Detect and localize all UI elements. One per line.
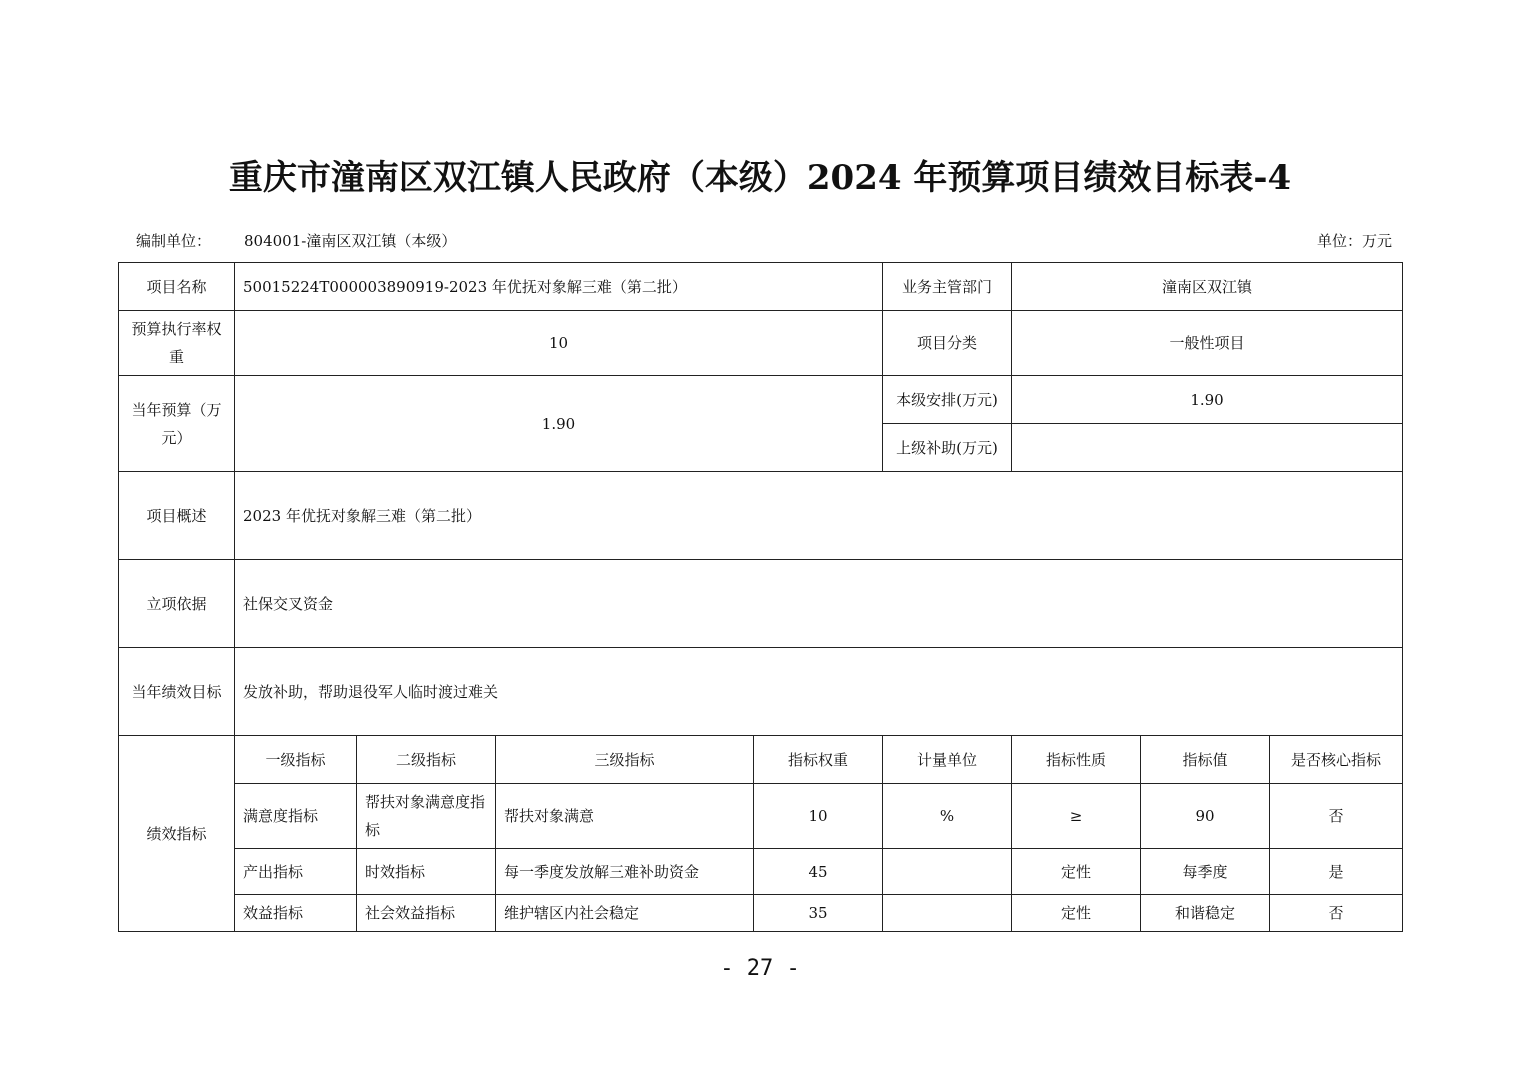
dept-value: 潼南区双江镇 xyxy=(1012,263,1403,311)
indicator-level1: 满意度指标 xyxy=(235,784,357,849)
page-title: 重庆市潼南区双江镇人民政府（本级）2024 年预算项目绩效目标表-4 xyxy=(228,158,1292,198)
indicator-unit: % xyxy=(883,784,1012,849)
indicators-label: 绩效指标 xyxy=(119,736,235,932)
basis-value: 社保交叉资金 xyxy=(235,560,1403,648)
row-budget-local xyxy=(119,376,1403,424)
indicator-unit xyxy=(883,849,1012,895)
header-level2: 二级指标 xyxy=(357,736,496,784)
indicator-level2: 时效指标 xyxy=(357,849,496,895)
table-row xyxy=(119,895,1403,932)
overview-value: 2023 年优抚对象解三难（第二批） xyxy=(235,472,1403,560)
indicator-nature: ≥ xyxy=(1012,784,1141,849)
row-project-name xyxy=(119,263,1403,311)
indicator-level2: 帮扶对象满意度指标 xyxy=(357,784,496,849)
row-basis xyxy=(119,560,1403,648)
budget-label: 当年预算（万元） xyxy=(119,376,235,472)
header-core: 是否核心指标 xyxy=(1270,736,1403,784)
superior-value xyxy=(1012,424,1403,472)
goal-value: 发放补助，帮助退役军人临时渡过难关 xyxy=(235,648,1403,736)
header-level3: 三级指标 xyxy=(496,736,754,784)
superior-label: 上级补助(万元) xyxy=(883,424,1012,472)
indicator-nature: 定性 xyxy=(1012,895,1141,932)
indicator-unit xyxy=(883,895,1012,932)
row-exec-rate xyxy=(119,311,1403,376)
category-label: 项目分类 xyxy=(883,311,1012,376)
indicator-level3: 帮扶对象满意 xyxy=(496,784,754,849)
budget-value: 1.90 xyxy=(235,376,883,472)
indicator-weight: 45 xyxy=(754,849,883,895)
indicator-weight: 10 xyxy=(754,784,883,849)
compiling-unit-label: 编制单位： xyxy=(136,232,212,250)
local-label: 本级安排(万元) xyxy=(883,376,1012,424)
table-row xyxy=(119,784,1403,849)
indicator-value: 每季度 xyxy=(1141,849,1270,895)
indicator-weight: 35 xyxy=(754,895,883,932)
overview-label: 项目概述 xyxy=(119,472,235,560)
meta-row xyxy=(136,230,1392,252)
goal-label: 当年绩效目标 xyxy=(119,648,235,736)
exec-rate-label: 预算执行率权重 xyxy=(119,311,235,376)
indicator-header-row xyxy=(119,736,1403,784)
project-name-value: 50015224T000003890919-2023 年优抚对象解三难（第二批） xyxy=(235,263,883,311)
page-number: - 27 - xyxy=(720,956,800,981)
indicator-core: 否 xyxy=(1270,895,1403,932)
basis-label: 立项依据 xyxy=(119,560,235,648)
dept-label: 业务主管部门 xyxy=(883,263,1012,311)
indicator-level1: 产出指标 xyxy=(235,849,357,895)
header-unit: 计量单位 xyxy=(883,736,1012,784)
header-nature: 指标性质 xyxy=(1012,736,1141,784)
header-level1: 一级指标 xyxy=(235,736,357,784)
header-value: 指标值 xyxy=(1141,736,1270,784)
category-value: 一般性项目 xyxy=(1012,311,1403,376)
indicator-level1: 效益指标 xyxy=(235,895,357,932)
compiling-unit-value: 804001-潼南区双江镇（本级） xyxy=(244,232,457,250)
row-goal xyxy=(119,648,1403,736)
row-overview xyxy=(119,472,1403,560)
indicator-value: 90 xyxy=(1141,784,1270,849)
indicator-level2: 社会效益指标 xyxy=(357,895,496,932)
local-value: 1.90 xyxy=(1012,376,1403,424)
indicator-level3: 维护辖区内社会稳定 xyxy=(496,895,754,932)
project-name-label: 项目名称 xyxy=(119,263,235,311)
header-weight: 指标权重 xyxy=(754,736,883,784)
currency-unit: 单位：万元 xyxy=(1316,232,1392,250)
exec-rate-value: 10 xyxy=(235,311,883,376)
indicator-nature: 定性 xyxy=(1012,849,1141,895)
indicator-core: 否 xyxy=(1270,784,1403,849)
indicator-value: 和谐稳定 xyxy=(1141,895,1270,932)
indicator-core: 是 xyxy=(1270,849,1403,895)
table-row xyxy=(119,849,1403,895)
indicator-level3: 每一季度发放解三难补助资金 xyxy=(496,849,754,895)
performance-table xyxy=(118,262,1403,932)
